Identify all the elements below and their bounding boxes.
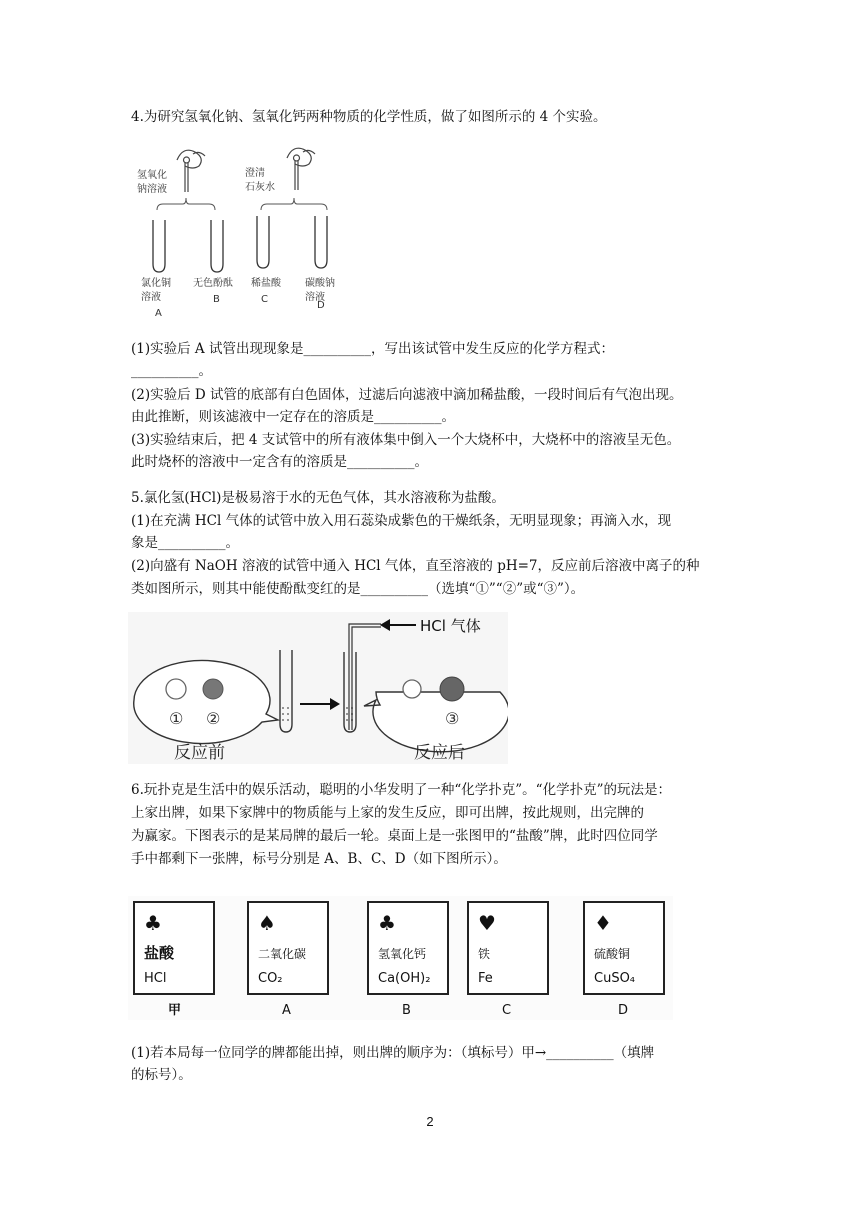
card-c-formula: Fe: [478, 971, 493, 986]
q4-tube-b-letter: B: [213, 294, 220, 305]
q5-ion1-label: ①: [169, 709, 184, 728]
card-a-formula: CO₂: [258, 971, 283, 986]
card-a-label: A: [282, 1003, 291, 1018]
page-number: 2: [426, 1114, 434, 1129]
q4-reagent-left-line2: 钠溶液: [137, 184, 167, 195]
card-d-name: 硫酸铜: [594, 947, 631, 961]
card-c-name: 铁: [478, 947, 491, 961]
card-jia-suit-icon: ♣: [144, 911, 162, 935]
q6-stem-line3: 为赢家。下图表示的是某局牌的最后一轮。桌面上是一张图甲的“盐酸”牌，此时四位同学: [131, 828, 658, 844]
card-jia-name: 盐酸: [144, 944, 175, 962]
q5-ion-figure: [128, 612, 508, 764]
q4-part3-line1: (3)实验结束后，把 4 支试管中的所有液体集中倒入一个大烧杯中，大烧杯中的溶液呈无色。: [131, 432, 681, 448]
card-b-label: B: [402, 1003, 411, 1018]
q5-ion2-label: ②: [206, 709, 221, 728]
q5-ion1-after-circle: [403, 680, 421, 698]
q5-part2-line1: (2)向盛有 NaOH 溶液的试管中通入 HCl 气体，直至溶液的 pH=7，反应前后溶液中离子的种: [131, 558, 700, 574]
q4-brace-lines: [157, 198, 327, 210]
q6-part1-line1: (1)若本局每一位同学的牌都能出掉，则出牌的顺序为：（填标号）甲→__________（填牌: [131, 1045, 655, 1061]
q4-tube-c-letter: C: [261, 294, 268, 305]
q4-tube-a-name1: 氯化铜: [141, 278, 171, 289]
q5-ion3-label: ③: [445, 709, 460, 728]
card-d-label: D: [618, 1003, 629, 1018]
q5-part1-line2: 象是__________。: [131, 535, 239, 551]
q5-before-label: 反应前: [174, 743, 225, 763]
card-d-formula: CuSO₄: [594, 971, 636, 986]
card-b-formula: Ca(OH)₂: [378, 971, 431, 986]
q4-stem: 4.为研究氢氧化钠、氢氧化钙两种物质的化学性质，做了如图所示的 4 个实验。: [131, 109, 607, 125]
q4-part3-line2: 此时烧杯的溶液中一定含有的溶质是__________。: [131, 454, 428, 470]
card-c-suit-icon: ♥: [478, 911, 496, 935]
q6-stem-line2: 上家出牌，如果下家牌中的物质能与上家的发生反应，即可出牌，按此规则，出完牌的: [131, 805, 644, 821]
q4-part2-line2: 由此推断，则该滤液中一定存在的溶质是__________。: [131, 409, 455, 425]
q6-part1-line2: 的标号）。: [131, 1067, 192, 1083]
q4-tube-d-letter: D: [317, 300, 325, 311]
q4-part1-line2: __________。: [131, 363, 212, 379]
q5-part2-line2: 类如图所示，则其中能使酚酞变红的是__________（选填“①”“②”或“③”）。: [131, 581, 585, 597]
q5-after-label: 反应后: [414, 743, 465, 763]
q4-test-tubes: [153, 216, 327, 272]
q4-dropper-left-icon: [177, 150, 205, 192]
q4-part1-line1: (1)实验后 A 试管出现现象是__________，写出该试管中发生反应的化学方程式：: [131, 341, 614, 357]
q5-part1-line1: (1)在充满 HCl 气体的试管中放入用石蕊染成紫色的干燥纸条，无明显现象；再滴入水，现: [131, 513, 672, 529]
q4-experiment-figure: [133, 140, 348, 320]
q4-reagent-right-line2: 石灰水: [245, 182, 275, 193]
card-a-name: 二氧化碳: [258, 947, 307, 961]
q4-tube-d-name1: 碳酸钠: [305, 278, 335, 289]
q5-ion1-circle: [166, 679, 186, 699]
q4-reagent-right-line1: 澄清: [245, 168, 265, 179]
q4-reagent-left-line1: 氢氧化: [137, 170, 167, 181]
q4-dropper-right-icon: [287, 148, 315, 190]
card-jia-label: 甲: [168, 1003, 182, 1018]
q4-tube-a-name2: 溶液: [141, 292, 161, 303]
q4-tube-a-letter: A: [155, 308, 162, 319]
q5-ion3-circle: [440, 677, 464, 701]
q5-stem: 5.氯化氢(HCl)是极易溶于水的无色气体，其水溶液称为盐酸。: [131, 490, 505, 506]
card-a-suit-icon: ♠: [258, 911, 276, 935]
q6-stem-line1: 6.玩扑克是生活中的娱乐活动，聪明的小华发明了一种“化学扑克”。“化学扑克”的玩法是：: [131, 782, 671, 798]
card-d-suit-icon: ♦: [594, 911, 612, 935]
q5-ion2-circle: [203, 679, 223, 699]
q6-cards-figure: [128, 896, 673, 1020]
q4-part2-line1: (2)实验后 D 试管的底部有白色固体，过滤后向滤液中滴加稀盐酸，一段时间后有气泡出现。: [131, 387, 683, 403]
q5-gas-label: HCl 气体: [420, 617, 481, 635]
q4-tube-d-name2: 溶液: [305, 292, 325, 303]
card-b-name: 氢氧化钙: [378, 947, 427, 961]
card-jia-formula: HCl: [144, 971, 167, 986]
card-c-label: C: [502, 1003, 512, 1018]
q6-stem-line4: 手中都剩下一张牌，标号分别是 A、B、C、D（如下图所示）。: [131, 851, 507, 867]
q4-tube-c-name: 稀盐酸: [251, 278, 281, 289]
card-b-suit-icon: ♣: [378, 911, 396, 935]
q4-tube-b-name: 无色酚酞: [193, 278, 233, 289]
